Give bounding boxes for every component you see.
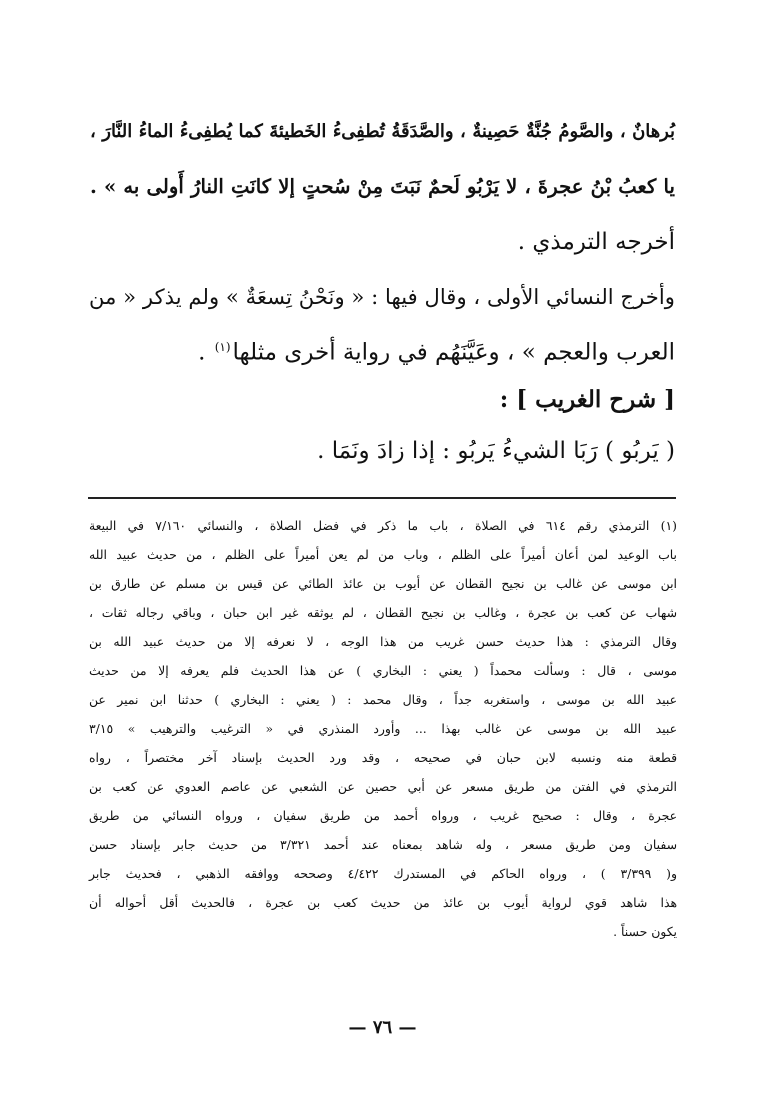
footnote-line: باب الوعيد لمن أعان أميراً على الظلم ، وباب من لم يعن أميراً على الظلم ، من حديث عبيد الله (89, 547, 677, 562)
footnote-line: ابن موسى عن غالب بن نجيح القطان عن أيوب بن عائذ الطائي عن قيس بن مسلم عن طارق بن (89, 576, 677, 591)
footnote-line: و( ٣/٣٩٩ ) ، ورواه الحاكم في المستدرك ٤/٤٢٢ وصححه ووافقه الذهبي ، فحديث جابر (89, 866, 677, 881)
main-text-line-5-text: العرب والعجم » ، وعَيَّنَهُم في رواية أخرى مثلها (232, 339, 675, 366)
main-text-line-5-end: . (198, 339, 213, 366)
footnote-line: شهاب عن كعب بن عجرة ، وغالب بن نجيح القطان ، لم يوثقه غير ابن حبان ، وباقي رجاله ثقات ، (89, 605, 677, 620)
footnote-line: عبيد الله بن موسى عن غالب بهذا ... وأورد المنذري في « الترغيب والترهيب » ٣/١٥ (89, 721, 677, 736)
footnote-line: يكون حسناً . (613, 924, 677, 939)
footnote-line: سفيان ومن طريق مسعر ، وله شاهد بمعناه عند أحمد ٣/٣٢١ من حديث جابر بإسناد حسن (89, 837, 677, 852)
main-text-line-4: وأخرج النسائي الأولى ، وقال فيها : « ونَحْنُ تِسعَةٌ » ولم يذكر « من (88, 284, 675, 309)
main-text-line-1: بُرهانٌ ، والصَّومُ جُنَّةٌ حَصِينةٌ ، والصَّدَقَةُ تُطفِىءُ الخَطيئةَ كما يُطفِىءُ الماءُ النَّارَ ، (90, 121, 675, 142)
footnote-reference: (١) (214, 340, 231, 354)
main-text-line-3: أخرجه الترمذي . (517, 229, 675, 255)
footnote-separator (88, 497, 676, 499)
main-text-line-5 (90, 332, 675, 368)
footnote-line: قطعة منه ونسبه لابن حبان في صحيحه ، وقد ورد الحديث بإسناد آخر مختصراً ، رواه (89, 750, 677, 765)
footnote-line: (١) الترمذي رقم ٦١٤ في الصلاة ، باب ما ذكر في فضل الصلاة ، والنسائي ٧/١٦٠ في البيعة (89, 518, 677, 533)
section-heading: [ شرح الغريب ] : (499, 386, 675, 413)
footnote-line: عبيد الله بن موسى ، واستغربه جداً ، وقال محمد : ( يعني : البخاري ) حدثنا ابن نمير عن (89, 692, 677, 707)
footnote-line: وقال الترمذي : هذا حديث حسن غريب من هذا الوجه ، لا نعرفه إلا من حديث عبيد الله بن (89, 634, 677, 649)
page-number: — ٧٦ — (348, 1017, 417, 1038)
footnote-line: موسى ، قال : وسألت محمداً ( يعني : البخاري ) عن هذا الحديث فلم يعرفه إلا من حديث (89, 663, 677, 678)
main-text-line-7: ( يَربُو ) رَبَا الشيءُ يَربُو : إذا زادَ ونَمَا . (317, 438, 675, 464)
footnote-line: عجرة ، وقال : صحيح غريب ، ورواه أحمد من طريق سفيان ، ورواه النسائي من طريق (89, 808, 677, 823)
main-text-line-2: يا كعبُ بْنُ عجرةَ ، لا يَرْبُو لَحمٌ نَبَتَ مِنْ سُحتٍ إلا كانَتِ النارُ أَولى به » . (90, 175, 675, 198)
footnote-line: الترمذي في الفتن من طريق مسعر عن أبي حصين عن الشعبي عن عاصم العدوي عن كعب بن (89, 779, 677, 794)
footnote-line: هذا شاهد قوي لرواية أيوب بن عائذ من حديث كعب بن عجرة ، فالحديث أقل أحواله أن (89, 895, 677, 910)
